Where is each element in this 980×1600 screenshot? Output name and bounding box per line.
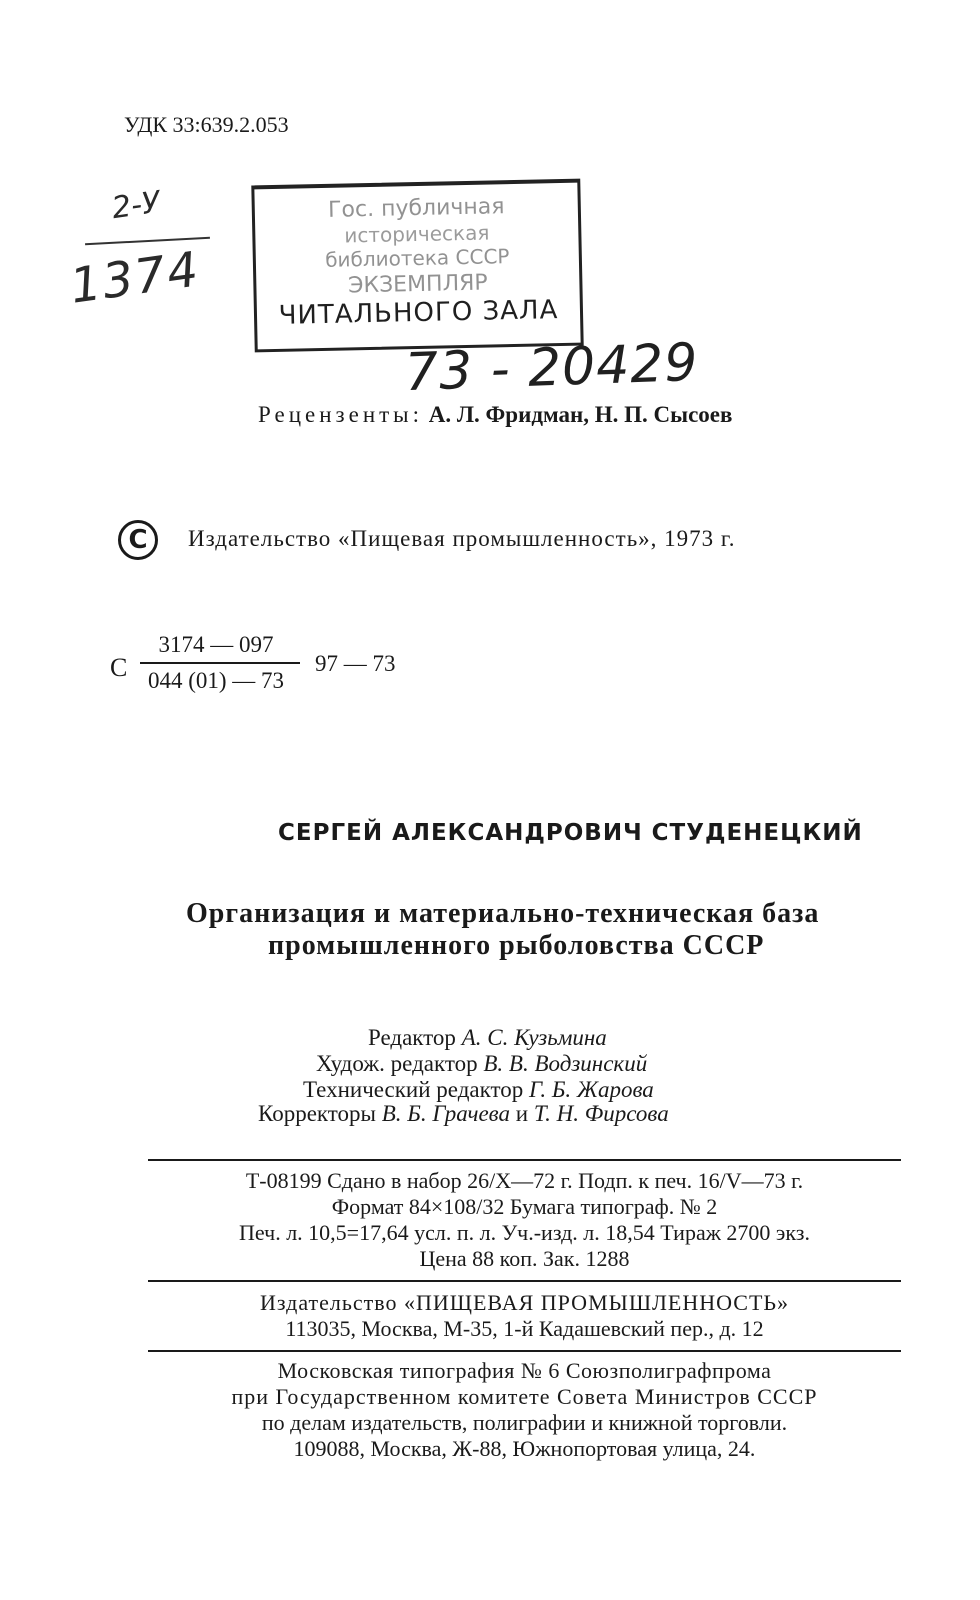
- credit-name: Г. Б. Жарова: [528, 1077, 654, 1102]
- fraction-numerator: 3174 — 097: [158, 632, 274, 657]
- credit-role: Худож. редактор: [316, 1051, 478, 1076]
- credit-name: В. Б. Грачева: [381, 1101, 510, 1126]
- printer-line-3: по делам издательств, полиграфии и книжной торговли.: [261, 1410, 788, 1435]
- copyright-icon: C: [118, 520, 158, 560]
- printer-line-2: при Государственном комитете Совета Министров СССР: [231, 1384, 818, 1409]
- credit-role: Технический редактор: [303, 1077, 524, 1102]
- handwritten-shelf-mark-top: 2-У: [109, 184, 163, 227]
- imprint-line-3: Печ. л. 10,5=17,64 усл. п. л. Уч.-изд. л. 18,54 Тираж 2700 экз.: [239, 1220, 810, 1245]
- book-title-line-2: промышленного рыболовства СССР: [268, 930, 765, 961]
- credit-name-2: Т. Н. Фирсова: [533, 1101, 669, 1126]
- divider-rule: [148, 1350, 901, 1352]
- printer-line-4: 109088, Москва, Ж-88, Южнопортовая улица, 24.: [293, 1436, 756, 1461]
- handwritten-shelf-mark-bottom: 1374: [66, 241, 204, 315]
- credit-name: А. С. Кузьмина: [461, 1025, 607, 1050]
- credit-name: В. В. Водзинский: [483, 1051, 648, 1076]
- fraction-bar: [140, 662, 300, 664]
- stamp-line-5: ЧИТАЛЬНОГО ЗАЛА: [278, 295, 559, 331]
- imprint-line-2: Формат 84×108/32 Бумага типограф. № 2: [331, 1194, 718, 1219]
- credit-editor: [368, 1025, 607, 1051]
- classification-suffix: 97 — 73: [315, 651, 396, 676]
- credit-conjunction: и: [515, 1101, 529, 1126]
- copyright-text: Издательство «Пищевая промышленность», 1973 г.: [188, 526, 736, 551]
- classification-letter: С: [110, 653, 128, 682]
- classification-fraction: [132, 632, 300, 694]
- divider-rule: [148, 1159, 901, 1161]
- publisher-name: Издательство «ПИЩЕВАЯ ПРОМЫШЛЕННОСТЬ»: [259, 1290, 790, 1315]
- printer-line-1: Московская типография № 6 Союзполиграфпрома: [277, 1358, 772, 1383]
- credit-proofreaders: [258, 1101, 669, 1127]
- credit-technical-editor: [303, 1077, 654, 1103]
- reviewers-line: [258, 402, 732, 428]
- fraction-denominator: 044 (01) — 73: [147, 668, 285, 693]
- publisher-address: 113035, Москва, М-35, 1-й Кадашевский пер., д. 12: [285, 1316, 764, 1341]
- credit-role: Редактор: [368, 1025, 456, 1050]
- stamp-line-4: ЭКЗЕМПЛЯР: [347, 270, 488, 299]
- book-title-line-1: Организация и материально-техническая база: [186, 898, 820, 929]
- stamp-line-3: библиотека СССР: [324, 244, 510, 272]
- reviewers-names: А. Л. Фридман, Н. П. Сысоев: [428, 402, 733, 427]
- stamp-line-2: историческая: [344, 220, 490, 248]
- imprint-line-4: Цена 88 коп. Зак. 1288: [419, 1246, 630, 1271]
- imprint-line-1: Т-08199 Сдано в набор 26/X—72 г. Подп. к печ. 16/V—73 г.: [245, 1168, 804, 1193]
- reviewers-label: Рецензенты:: [258, 402, 424, 427]
- stamp-line-1: Гос. публичная: [327, 194, 505, 223]
- credit-art-editor: [316, 1051, 647, 1077]
- credit-role: Корректоры: [258, 1101, 376, 1126]
- handwritten-inventory-number: 73 - 20429: [404, 332, 700, 404]
- author-name: СЕРГЕЙ АЛЕКСАНДРОВИЧ СТУДЕНЕЦКИЙ: [278, 820, 863, 846]
- divider-rule: [148, 1280, 901, 1282]
- udk-code: УДК 33:639.2.053: [124, 112, 289, 137]
- library-stamp: [251, 179, 583, 353]
